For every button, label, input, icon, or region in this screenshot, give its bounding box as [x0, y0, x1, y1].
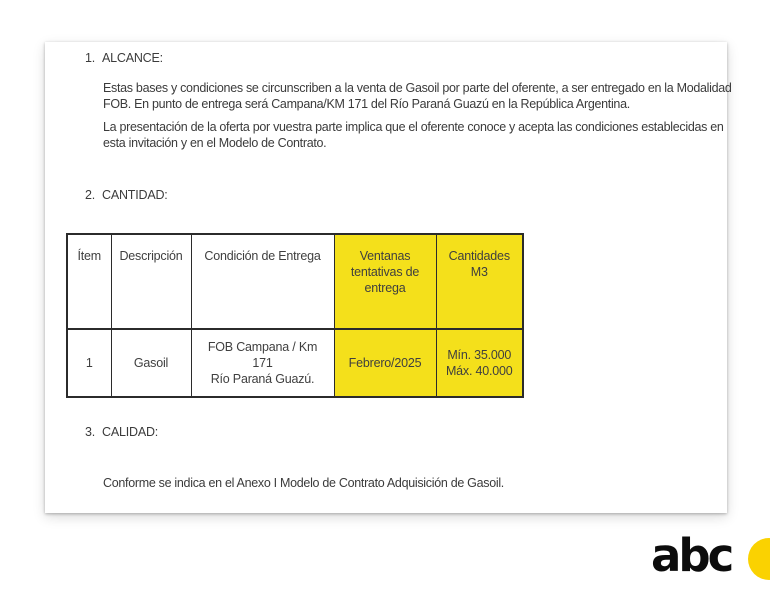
col-header-cantidades: Cantidades M3: [436, 234, 523, 329]
section-title: ALCANCE:: [102, 51, 163, 65]
cell-cantidades: [436, 329, 523, 397]
section-number: 2.: [85, 188, 96, 202]
abc-logo-text: abc: [651, 529, 732, 582]
section-heading-calidad: [85, 425, 158, 440]
col-header-descripcion: Descripción: [111, 234, 191, 329]
abc-logo-dot-icon: [748, 538, 770, 580]
cell-condicion: [191, 329, 334, 397]
section-title: CALIDAD:: [102, 425, 159, 439]
document-page: [45, 42, 732, 513]
paragraph-alcance-1: [103, 81, 732, 112]
abc-logo: [651, 531, 731, 583]
cell-item: 1: [67, 329, 111, 397]
cell-descripcion: Gasoil: [111, 329, 191, 397]
cantidad-table: [66, 233, 524, 398]
section-heading-alcance: [85, 51, 163, 66]
cell-cantidad-min: Mín. 35.000: [447, 348, 512, 362]
col-header-condicion: Condición de Entrega: [191, 234, 334, 329]
paragraph-line: esta invitación y en el Modelo de Contrato.: [103, 135, 327, 150]
paragraph-alcance-2: [103, 120, 724, 151]
cell-ventana: Febrero/2025: [334, 329, 436, 397]
col-header-item: Ítem: [67, 234, 111, 329]
section-number: 3.: [85, 425, 96, 439]
paragraph-line: FOB. En punto de entrega será Campana/KM 171 del Río Paraná Guazú en la República Argentina.: [103, 96, 630, 111]
col-header-ventanas: Ventanas tentativas de entrega: [334, 234, 436, 329]
cell-condicion-line2: Río Paraná Guazú.: [210, 372, 315, 386]
paragraph-line: Estas bases y condiciones se circunscriben a la venta de Gasoil por parte del oferente, a ser entregado en la Modalidad: [103, 81, 732, 95]
table-header-row: [67, 234, 523, 329]
cell-cantidad-max: Máx. 40.000: [445, 364, 513, 378]
paragraph-calidad: [103, 476, 504, 492]
table-row: [67, 329, 523, 397]
paragraph-line: Conforme se indica en el Anexo I Modelo de Contrato Adquisición de Gasoil.: [103, 476, 504, 490]
section-heading-cantidad: [85, 188, 168, 203]
section-number: 1.: [85, 51, 96, 65]
section-title: CANTIDAD:: [102, 188, 168, 202]
cell-condicion-line1: FOB Campana / Km 171: [207, 340, 318, 370]
paragraph-line: La presentación de la oferta por vuestra parte implica que el oferente conoce y acepta las condiciones establecidas en: [103, 120, 724, 134]
